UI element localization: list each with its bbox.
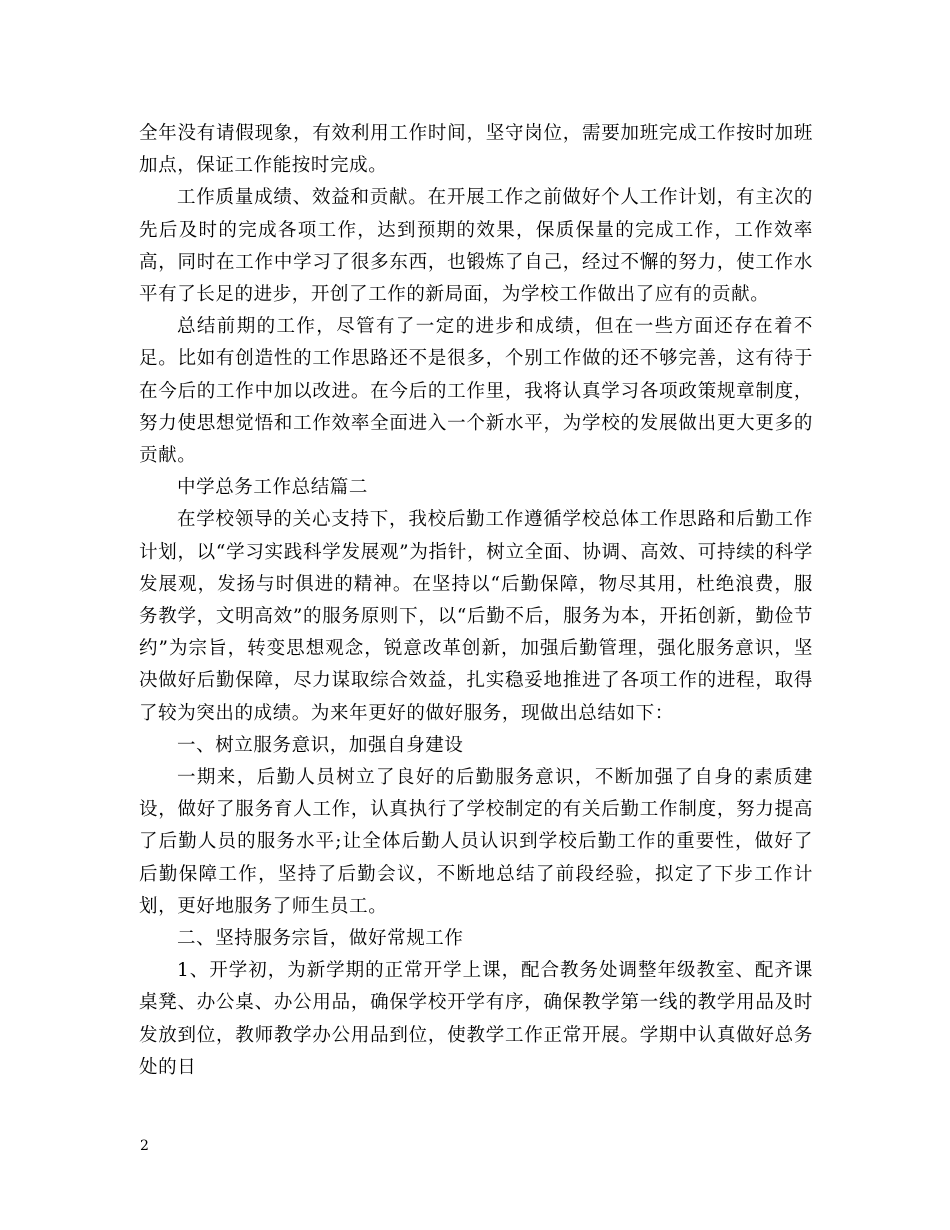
paragraph-7: 一期来，后勤人员树立了良好的后勤服务意识，不断加强了自身的素质建设，做好了服务育人工作，认真执行了学校制定的有关后勤工作制度，努力提高了后勤人员的服务水平;让全体后勤人员认识到学校后勤工作的重要性，做好了后勤保障工作，坚持了后勤会议，不断地总结了前段经验，拟定了下步工作计划，更好地服务了师生员工。 [139, 767, 813, 917]
paragraph-9: 1、开学初，为新学期的正常开学上课，配合教务处调整年级教室、配齐课桌凳、办公桌、办公用品，确保学校开学有序，确保教学第一线的教学用品及时发放到位，教师教学办公用品到位，使教学工作正常开展。学期中认真做好总务处的日 [139, 960, 813, 1078]
paragraph-3: 总结前期的工作，尽管有了一定的进步和成绩，但在一些方面还存在着不足。比如有创造性的工作思路还不是很多，个别工作做的还不够完善，这有待于在今后的工作中加以改进。在今后的工作里，我将认真学习各项政策规章制度，努力使思想觉悟和工作效率全面进入一个新水平，为学校的发展做出更大更多的贡献。 [139, 316, 813, 467]
paragraph-2: 工作质量成绩、效益和贡献。在开展工作之前做好个人工作计划，有主次的先后及时的完成各项工作，达到预期的效果，保质保量的完成工作，工作效率高，同时在工作中学习了很多东西，也锻炼了自己，经过不懈的努力，使工作水平有了长足的进步，开创了工作的新局面，为学校工作做出了应有的贡献。 [139, 187, 813, 306]
paragraph-1: 全年没有请假现象，有效利用工作时间，坚守岗位，需要加班完成工作按时加班加点，保证工作能按时完成。 [139, 123, 813, 177]
section-heading-2: 二、坚持服务宗旨，做好常规工作 [177, 928, 464, 950]
document-body [139, 118, 813, 1084]
page-number: 2 [140, 1138, 149, 1154]
section-heading-part-two: 中学总务工作总结篇二 [177, 477, 369, 499]
paragraph-5: 在学校领导的关心支持下，我校后勤工作遵循学校总体工作思路和后勤工作计划，以“学习实践科学发展观”为指针，树立全面、协调、高效、可持续的科学发展观，发扬与时俱进的精神。在坚持以“后勤保障，物尽其用，杜绝浪费，服务教学，文明高效”的服务原则下，以“后勤不后，服务为本，开拓创新，勤俭节约”为宗旨，转变思想观念，锐意改革创新，加强后勤管理，强化服务意识，坚决做好后勤保障，尽力谋取综合效益，扎实稳妥地推进了各项工作的进程，取得了较为突出的成绩。为来年更好的做好服务，现做出总结如下： [139, 509, 813, 724]
section-heading-1: 一、树立服务意识，加强自身建设 [177, 734, 464, 756]
